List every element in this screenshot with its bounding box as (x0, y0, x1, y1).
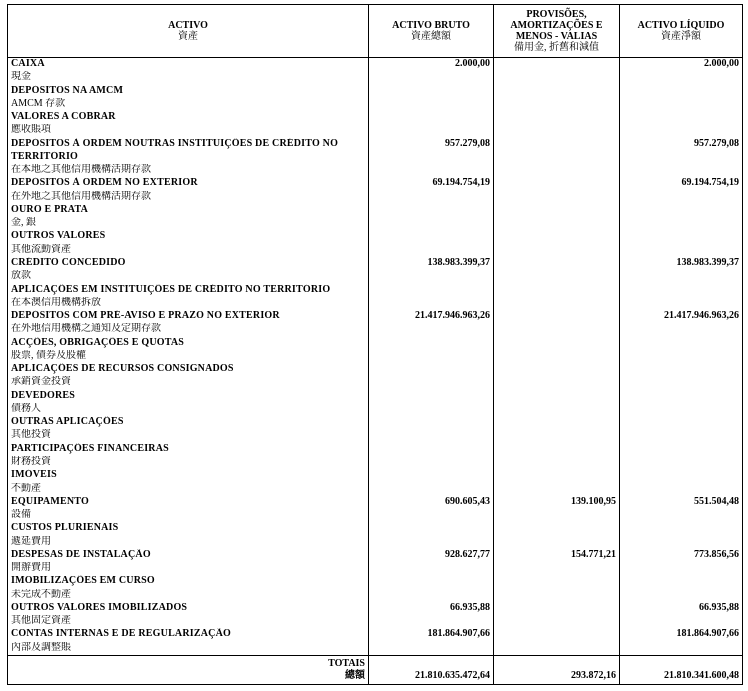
row-activo-liquido (620, 297, 743, 310)
row-provisoes (494, 71, 620, 84)
header-liquido-pt: ACTIVO LÍQUIDO (637, 20, 725, 31)
row-label: CAIXA (8, 58, 369, 72)
row-label: 放款 (8, 270, 369, 283)
table-row (8, 164, 743, 177)
row-label: AMCM 存款 (8, 98, 369, 111)
row-activo-liquido (620, 164, 743, 177)
header-bruto-pt: ACTIVO BRUTO (392, 20, 470, 31)
row-activo-liquido (620, 536, 743, 549)
row-label: 開辦費用 (8, 562, 369, 575)
row-activo-bruto (369, 217, 494, 230)
row-provisoes (494, 164, 620, 177)
row-label: DEPÓSITOS COM PRÉ-AVISO E PRAZO NO EXTERIOR (8, 310, 369, 323)
row-label: IMÓVEIS (8, 469, 369, 482)
row-activo-bruto (369, 230, 494, 243)
balance-sheet (7, 4, 742, 687)
header-prov-zh: 備用金, 折舊和減值 (514, 42, 599, 53)
row-provisoes (494, 310, 620, 323)
row-label: DEPÓSITOS À ORDEM NO EXTERIOR (8, 177, 369, 190)
row-activo-bruto (369, 443, 494, 456)
header-prov-pt: PROVISÕES, AMORTIZAÇÕES E MENOS - VALIAS (510, 9, 603, 42)
row-label: 設備 (8, 509, 369, 522)
row-label: APLICAÇÕES DE RECURSOS CONSIGNADOS (8, 363, 369, 376)
table-row (8, 85, 743, 98)
row-activo-bruto (369, 642, 494, 656)
header-provisoes (494, 5, 620, 58)
row-provisoes (494, 270, 620, 283)
row-provisoes (494, 562, 620, 575)
row-provisoes (494, 390, 620, 403)
header-activo-liquido (620, 5, 743, 58)
row-label: DEPÓSITOS NA AMCM (8, 85, 369, 98)
row-activo-liquido: 138.983.399,37 (620, 257, 743, 270)
row-activo-bruto: 66.935,88 (369, 602, 494, 615)
row-activo-bruto: 138.983.399,37 (369, 257, 494, 270)
row-provisoes (494, 536, 620, 549)
row-activo-liquido (620, 191, 743, 204)
row-activo-bruto (369, 536, 494, 549)
row-provisoes (494, 403, 620, 416)
row-activo-bruto: 2.000,00 (369, 58, 494, 72)
row-provisoes (494, 469, 620, 482)
row-activo-liquido (620, 376, 743, 389)
row-activo-liquido: 2.000,00 (620, 58, 743, 72)
row-activo-bruto (369, 204, 494, 217)
row-label: OURO E PRATA (8, 204, 369, 217)
header-row (8, 5, 743, 58)
row-activo-liquido (620, 416, 743, 429)
row-activo-bruto (369, 562, 494, 575)
table-row (8, 323, 743, 336)
row-activo-liquido (620, 217, 743, 230)
row-label: 在本澳信用機構拆放 (8, 297, 369, 310)
row-activo-liquido (620, 323, 743, 336)
table-row (8, 217, 743, 230)
header-bruto-zh: 資產總額 (411, 31, 451, 42)
row-activo-liquido: 773.856,56 (620, 549, 743, 562)
row-label: 遞延費用 (8, 536, 369, 549)
row-activo-liquido (620, 111, 743, 124)
row-activo-bruto (369, 376, 494, 389)
table-row (8, 177, 743, 190)
row-label: IMOBILIZAÇÕES EM CURSO (8, 575, 369, 588)
row-activo-bruto (369, 589, 494, 602)
row-label: 債務人 (8, 403, 369, 416)
row-provisoes (494, 111, 620, 124)
row-activo-bruto (369, 483, 494, 496)
table-row (8, 589, 743, 602)
table-row (8, 549, 743, 562)
row-activo-bruto (369, 124, 494, 137)
table-row (8, 575, 743, 588)
row-activo-liquido (620, 363, 743, 376)
table-row (8, 71, 743, 84)
row-label: 未完成不動產 (8, 589, 369, 602)
row-label: DEVEDORES (8, 390, 369, 403)
row-provisoes (494, 602, 620, 615)
table-row (8, 615, 743, 628)
row-provisoes (494, 483, 620, 496)
row-provisoes (494, 443, 620, 456)
row-activo-bruto (369, 191, 494, 204)
row-label: 股票, 債券及股權 (8, 350, 369, 363)
row-activo-liquido (620, 456, 743, 469)
row-activo-liquido: 66.935,88 (620, 602, 743, 615)
row-label: 財務投資 (8, 456, 369, 469)
row-activo-bruto (369, 297, 494, 310)
row-activo-bruto (369, 244, 494, 257)
row-activo-bruto: 21.417.946.963,26 (369, 310, 494, 323)
row-activo-liquido (620, 483, 743, 496)
row-provisoes (494, 151, 620, 164)
table-row (8, 244, 743, 257)
row-activo-bruto (369, 284, 494, 297)
table-row (8, 138, 743, 151)
row-provisoes: 139.100,95 (494, 496, 620, 509)
row-label: 承銷資金投資 (8, 376, 369, 389)
row-provisoes (494, 98, 620, 111)
row-activo-liquido (620, 403, 743, 416)
table-row (8, 469, 743, 482)
row-label: TERRITÓRIO (8, 151, 369, 164)
table-row (8, 297, 743, 310)
table-row (8, 124, 743, 137)
row-provisoes (494, 138, 620, 151)
row-provisoes (494, 376, 620, 389)
row-label: CRÉDITO CONCEDIDO (8, 257, 369, 270)
row-activo-liquido (620, 390, 743, 403)
table-row (8, 310, 743, 323)
row-activo-bruto (369, 615, 494, 628)
table-row (8, 204, 743, 217)
row-label: 內部及調整賬 (8, 642, 369, 656)
row-activo-bruto: 690.605,43 (369, 496, 494, 509)
row-provisoes (494, 284, 620, 297)
row-provisoes (494, 230, 620, 243)
row-label: VALORES A COBRAR (8, 111, 369, 124)
row-activo-bruto (369, 323, 494, 336)
table-row (8, 151, 743, 164)
table-row (8, 363, 743, 376)
row-activo-bruto (369, 71, 494, 84)
row-activo-liquido (620, 85, 743, 98)
row-provisoes (494, 350, 620, 363)
row-provisoes (494, 522, 620, 535)
row-activo-bruto (369, 164, 494, 177)
row-activo-bruto (369, 111, 494, 124)
row-activo-bruto (369, 270, 494, 283)
row-activo-bruto (369, 350, 494, 363)
table-row (8, 111, 743, 124)
row-provisoes (494, 257, 620, 270)
row-activo-bruto (369, 416, 494, 429)
row-activo-bruto (369, 469, 494, 482)
row-activo-bruto (369, 390, 494, 403)
row-activo-bruto (369, 429, 494, 442)
header-activo-zh: 資產 (178, 31, 198, 42)
row-activo-bruto (369, 151, 494, 164)
row-label: 其他流動資產 (8, 244, 369, 257)
row-activo-liquido (620, 429, 743, 442)
table-row (8, 416, 743, 429)
table-row (8, 456, 743, 469)
totals-label-zh: 總額 (345, 669, 365, 681)
row-label: 在本地之其他信用機構活期存款 (8, 164, 369, 177)
row-label: DESPESAS DE INSTALAÇÃO (8, 549, 369, 562)
row-label: EQUIPAMENTO (8, 496, 369, 509)
row-provisoes (494, 58, 620, 72)
row-activo-liquido (620, 350, 743, 363)
totals-label-pt: TOTAIS (328, 657, 365, 669)
totals-label (8, 655, 369, 684)
row-label: 在外地之其他信用機構活期存款 (8, 191, 369, 204)
table-row (8, 257, 743, 270)
table-row (8, 337, 743, 350)
table-row (8, 642, 743, 656)
row-activo-liquido (620, 337, 743, 350)
row-provisoes (494, 628, 620, 641)
row-label: ACÇÕES, OBRIGAÇÕES E QUOTAS (8, 337, 369, 350)
row-activo-liquido (620, 151, 743, 164)
table-row (8, 376, 743, 389)
row-activo-liquido (620, 71, 743, 84)
row-provisoes (494, 124, 620, 137)
row-label: CUSTOS PLURIENAIS (8, 522, 369, 535)
table-row (8, 429, 743, 442)
header-activo-pt: ACTIVO (168, 20, 208, 31)
row-provisoes (494, 191, 620, 204)
header-activo (8, 5, 369, 58)
row-provisoes (494, 177, 620, 190)
row-provisoes (494, 429, 620, 442)
table-row (8, 536, 743, 549)
row-activo-liquido: 957.279,08 (620, 138, 743, 151)
row-activo-liquido (620, 98, 743, 111)
row-activo-liquido (620, 284, 743, 297)
row-activo-liquido: 21.417.946.963,26 (620, 310, 743, 323)
row-activo-bruto (369, 98, 494, 111)
table-row (8, 98, 743, 111)
row-activo-liquido (620, 230, 743, 243)
table-row (8, 284, 743, 297)
header-liquido-zh: 資產淨額 (661, 31, 701, 42)
row-activo-liquido (620, 509, 743, 522)
row-activo-bruto (369, 337, 494, 350)
row-activo-liquido (620, 469, 743, 482)
row-label: APLICAÇÕES EM INSTITUIÇÕES DE CRÉDITO NO TERRITÓRIO (8, 284, 369, 297)
row-activo-liquido (620, 615, 743, 628)
row-provisoes: 154.771,21 (494, 549, 620, 562)
table-row (8, 270, 743, 283)
table-row (8, 58, 743, 72)
table-row (8, 230, 743, 243)
table-row (8, 628, 743, 641)
row-label: DEPÓSITOS À ORDEM NOUTRAS INSTITUIÇÕES DE CRÉDITO NO (8, 138, 369, 151)
row-label: OUTROS VALORES (8, 230, 369, 243)
row-provisoes (494, 615, 620, 628)
table-row (8, 443, 743, 456)
row-provisoes (494, 456, 620, 469)
row-activo-bruto (369, 575, 494, 588)
row-activo-liquido (620, 443, 743, 456)
row-activo-bruto (369, 403, 494, 416)
table-row (8, 602, 743, 615)
row-provisoes (494, 363, 620, 376)
row-activo-liquido (620, 124, 743, 137)
row-activo-liquido (620, 204, 743, 217)
row-label: 應收賬項 (8, 124, 369, 137)
row-activo-liquido (620, 642, 743, 656)
table-row (8, 403, 743, 416)
row-provisoes (494, 337, 620, 350)
row-activo-liquido (620, 562, 743, 575)
table-row (8, 496, 743, 509)
row-label: CONTAS INTERNAS E DE REGULARIZAÇÃO (8, 628, 369, 641)
total-bruto: 21.810.635.472,64 (369, 655, 494, 684)
row-provisoes (494, 416, 620, 429)
row-provisoes (494, 204, 620, 217)
row-activo-bruto: 957.279,08 (369, 138, 494, 151)
row-activo-bruto (369, 509, 494, 522)
row-activo-liquido (620, 244, 743, 257)
row-provisoes (494, 297, 620, 310)
row-activo-liquido: 551.504,48 (620, 496, 743, 509)
row-activo-bruto (369, 363, 494, 376)
table-row (8, 350, 743, 363)
row-provisoes (494, 509, 620, 522)
row-activo-bruto (369, 85, 494, 98)
row-provisoes (494, 85, 620, 98)
row-provisoes (494, 575, 620, 588)
table-row (8, 562, 743, 575)
row-label: 現金 (8, 71, 369, 84)
row-activo-liquido (620, 589, 743, 602)
row-label: 其他固定資產 (8, 615, 369, 628)
row-provisoes (494, 217, 620, 230)
row-label: PARTICIPAÇÕES FINANCEIRAS (8, 443, 369, 456)
asset-table (7, 4, 743, 685)
row-provisoes (494, 589, 620, 602)
row-activo-bruto (369, 456, 494, 469)
row-activo-liquido: 181.864.907,66 (620, 628, 743, 641)
total-provisoes: 293.872,16 (494, 655, 620, 684)
row-provisoes (494, 244, 620, 257)
row-label: 其他投資 (8, 429, 369, 442)
row-provisoes (494, 642, 620, 656)
total-liquido: 21.810.341.600,48 (620, 655, 743, 684)
row-activo-liquido (620, 522, 743, 535)
row-label: 不動產 (8, 483, 369, 496)
header-activo-bruto (369, 5, 494, 58)
row-activo-bruto: 69.194.754,19 (369, 177, 494, 190)
row-provisoes (494, 323, 620, 336)
row-activo-bruto: 181.864.907,66 (369, 628, 494, 641)
table-row (8, 522, 743, 535)
row-label: 在外地信用機構之通知及定期存款 (8, 323, 369, 336)
table-row (8, 483, 743, 496)
row-label: OUTROS VALORES IMOBILIZADOS (8, 602, 369, 615)
totals-row (8, 655, 743, 684)
row-activo-bruto: 928.627,77 (369, 549, 494, 562)
row-label: OUTRAS APLICAÇÕES (8, 416, 369, 429)
table-row (8, 390, 743, 403)
table-row (8, 509, 743, 522)
row-activo-liquido: 69.194.754,19 (620, 177, 743, 190)
row-activo-liquido (620, 270, 743, 283)
table-row (8, 191, 743, 204)
row-activo-bruto (369, 522, 494, 535)
row-label: 金, 銀 (8, 217, 369, 230)
row-activo-liquido (620, 575, 743, 588)
